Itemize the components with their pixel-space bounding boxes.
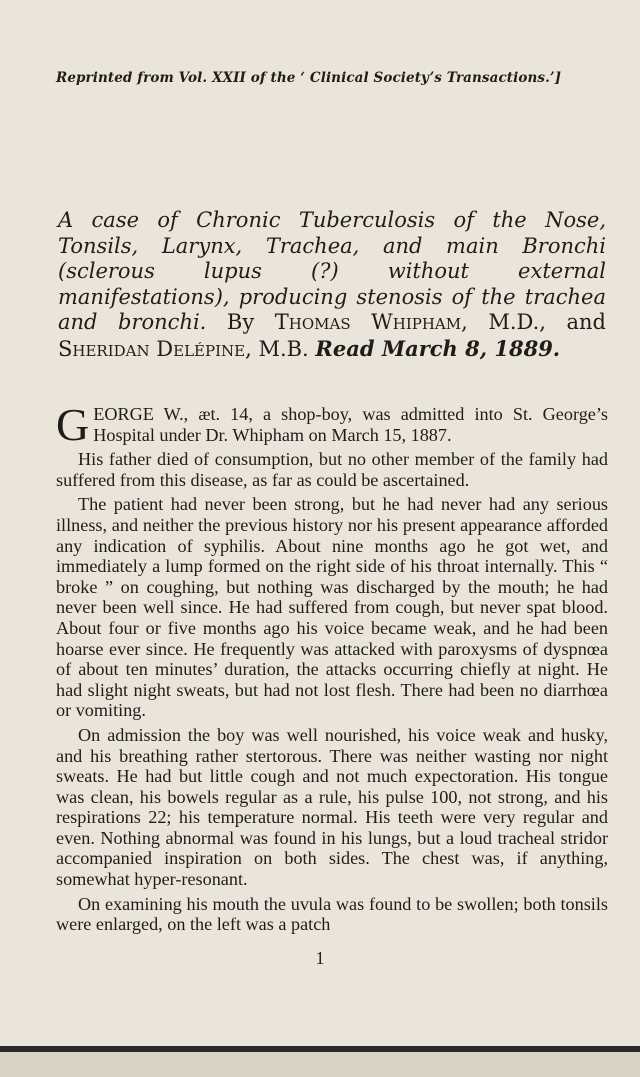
paragraph-3: The patient had never been strong, but he had never had any serious illness, and neither the previous history nor his present appearance afforded any indication of syphilis. About nine months ago he got wet, and immediately a lump formed on the right side of his throat internally. This “ broke ” on coughing, but nothing was discharged by the mouth; he had never been well since. He had suffered from cough, but never spat blood. About four or five months ago his voice became weak, and he had been hoarse ever since. He frequently was attacked with paroxysms of dyspnœa of about ten minutes’ duration, the attacks occurring chiefly at night. He had slight night sweats, but had not lost flesh. There had been no diarrhœa or vomiting.	[56, 494, 608, 721]
page-number: 1	[315, 948, 325, 968]
paragraph-4: On admission the boy was well nourished, his voice weak and husky, and his breathing rather stertorous. There was neither wasting nor night sweats. He had but little cough and not much expectoration. His tongue was clean, his bowels regular as a rule, his pulse 100, not strong, and his respirations 22; his temperature normal. His teeth were very regular and even. Nothing abnormal was found in his lungs, but a loud tracheal stridor accompanied inspiration on both sides. The chest was, if anything, somewhat hyper-resonant.	[56, 724, 608, 890]
article-body	[56, 399, 608, 939]
author-2: Sheridan Delépine	[58, 336, 246, 361]
paragraph-1-text: EORGE W., æt. 14, a shop-boy, was admitted into St. George’s Hospital under Dr. Whipham on March 15, 1887.	[93, 404, 608, 445]
paragraph-1	[56, 399, 608, 450]
paragraph-5: On examining his mouth the uvula was found to be swollen; both tonsils were enlarged, on the left was a patch	[56, 893, 608, 935]
read-date: Read March 8, 1889.	[315, 335, 561, 361]
author-1-degree: , M.D., and	[461, 310, 606, 335]
title-text: A case of Chronic Tuberculosis of the Nose, Tonsils, Larynx, Trachea, and main Bronchi (sclerous lupus (?) without external manifestations), producing stenosis of the trachea and bronchi.	[58, 208, 606, 335]
reprint-note: Reprinted from Vol. XXII of the ‘ Clinical Society’s Transactions.’]	[56, 70, 562, 86]
article-title	[58, 208, 606, 363]
paragraph-2: His father died of consumption, but no other member of the family had suffered from this disease, as far as could be ascertained.	[56, 449, 608, 490]
by-text: By	[206, 310, 275, 335]
bottom-edge	[0, 1052, 640, 1077]
drop-cap: G	[56, 399, 90, 450]
author-2-degree: , M.B.	[245, 336, 309, 361]
author-1: Thomas Whipham	[274, 310, 462, 335]
